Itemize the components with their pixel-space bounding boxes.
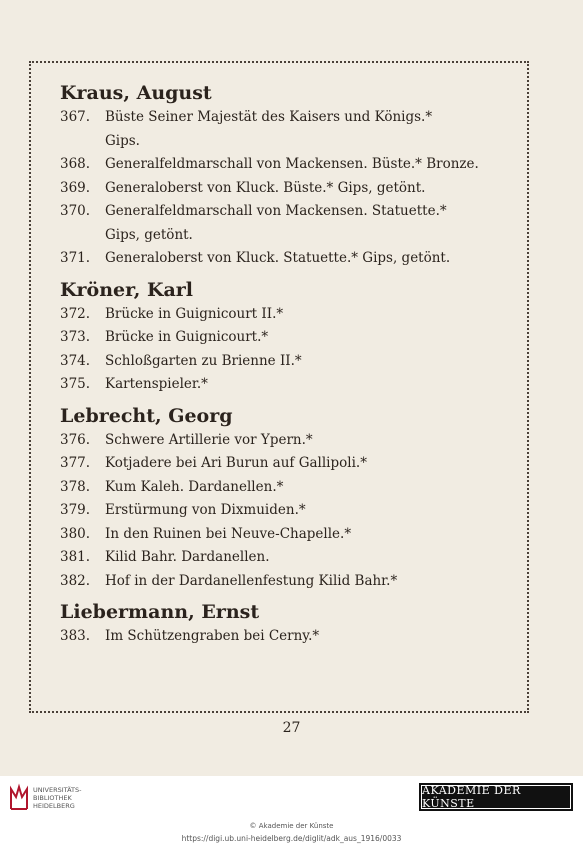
catalog-entry-line	[60, 476, 520, 500]
catalog-entry-line	[60, 130, 520, 154]
entry-text: Generalfeldmarschall von Mackensen. Büste.* Bronze.	[105, 156, 479, 172]
catalog-content	[60, 80, 520, 655]
catalog-number: 379.	[60, 502, 91, 518]
entry-text: Büste Seiner Majestät des Kaisers und Königs.*	[105, 109, 433, 125]
artist-section	[60, 277, 520, 397]
entry-text: Gips.	[105, 132, 140, 149]
entry-text: In den Ruinen bei Neuve-Chapelle.*	[105, 525, 352, 542]
artist-section	[60, 403, 520, 594]
catalog-number: 367.	[60, 109, 91, 125]
entry-text: Kum Kaleh. Dardanellen.*	[105, 478, 284, 495]
catalog-entry-line	[60, 373, 520, 397]
artist-heading: Kraus, August	[60, 82, 212, 104]
catalog-entry-line	[60, 153, 520, 177]
catalog-number: 375.	[60, 376, 91, 392]
artist-section	[60, 80, 520, 271]
catalog-entry-line	[60, 625, 520, 649]
catalog-number: 371.	[60, 250, 91, 266]
entry-text: Kotjadere bei Ari Burun auf Gallipoli.*	[105, 455, 367, 471]
entry-text: Schwere Artillerie vor Ypern.*	[105, 431, 313, 448]
artist-heading: Kröner, Karl	[60, 278, 194, 301]
catalog-number: 376.	[60, 431, 91, 448]
university-library-name[interactable]	[33, 786, 82, 810]
entry-text: Hof in der Dardanellenfestung Kilid Bahr.*	[105, 572, 398, 589]
library-line: HEIDELBERG	[33, 802, 75, 810]
catalog-number: 374.	[60, 352, 91, 369]
catalog-entry-line	[60, 350, 520, 374]
catalog-entry-line	[60, 106, 520, 130]
catalog-number: 368.	[60, 156, 91, 172]
catalog-number: 373.	[60, 329, 91, 345]
artist-section	[60, 599, 520, 649]
catalog-number: 381.	[60, 549, 91, 565]
entry-text: Brücke in Guignicourt.*	[105, 329, 269, 345]
entry-text: Generaloberst von Kluck. Statuette.* Gips, getönt.	[105, 250, 451, 266]
catalog-number: 378.	[60, 478, 91, 495]
entry-text: Generalfeldmarschall von Mackensen. Statuette.*	[105, 203, 447, 219]
catalog-entry-line	[60, 326, 520, 350]
entry-text: Schloßgarten zu Brienne II.*	[105, 352, 302, 369]
entry-text: Kilid Bahr. Dardanellen.	[105, 549, 270, 565]
catalog-entry-line	[60, 429, 520, 453]
artist-heading: Lebrecht, Georg	[60, 404, 233, 427]
catalog-number: 369.	[60, 179, 91, 196]
catalog-number: 377.	[60, 455, 91, 471]
academy-logo-label: AKADEMIE DER KÜNSTE	[421, 785, 571, 809]
catalog-entry-line	[60, 247, 520, 271]
catalog-number: 382.	[60, 572, 91, 589]
entry-text: Im Schützengraben bei Cerny.*	[105, 628, 320, 644]
catalog-entry-line	[60, 546, 520, 570]
permalink-url[interactable]: https://digi.ub.uni-heidelberg.de/diglit/adk_aus_1916/0033	[181, 834, 402, 843]
library-line: UNIVERSITÄTS-	[33, 786, 82, 794]
university-library-logo-icon[interactable]	[8, 783, 30, 813]
library-line: BIBLIOTHEK	[33, 794, 72, 802]
catalog-entry-line	[60, 224, 520, 248]
entry-text: Generaloberst von Kluck. Büste.* Gips, getönt.	[105, 179, 426, 196]
catalog-number: 372.	[60, 305, 91, 322]
entry-text: Erstürmung von Dixmuiden.*	[105, 502, 306, 518]
catalog-entry-line	[60, 452, 520, 476]
catalog-entry-line	[60, 303, 520, 327]
catalog-entry-line	[60, 523, 520, 547]
entry-text: Kartenspieler.*	[105, 376, 208, 392]
catalog-number: 370.	[60, 203, 91, 219]
copyright-notice: © Akademie der Künste	[249, 822, 334, 830]
catalog-number: 380.	[60, 525, 91, 542]
artist-heading: Liebermann, Ernst	[60, 601, 260, 623]
catalog-number: 383.	[60, 628, 91, 644]
catalog-entry-line	[60, 177, 520, 201]
catalog-entry-line	[60, 570, 520, 594]
catalog-entry-line	[60, 499, 520, 523]
catalog-entry-line	[60, 200, 520, 224]
page-number: 27	[282, 720, 301, 736]
entry-text: Gips, getönt.	[105, 226, 193, 243]
academy-logo[interactable]	[419, 783, 573, 811]
entry-text: Brücke in Guignicourt II.*	[105, 305, 284, 322]
